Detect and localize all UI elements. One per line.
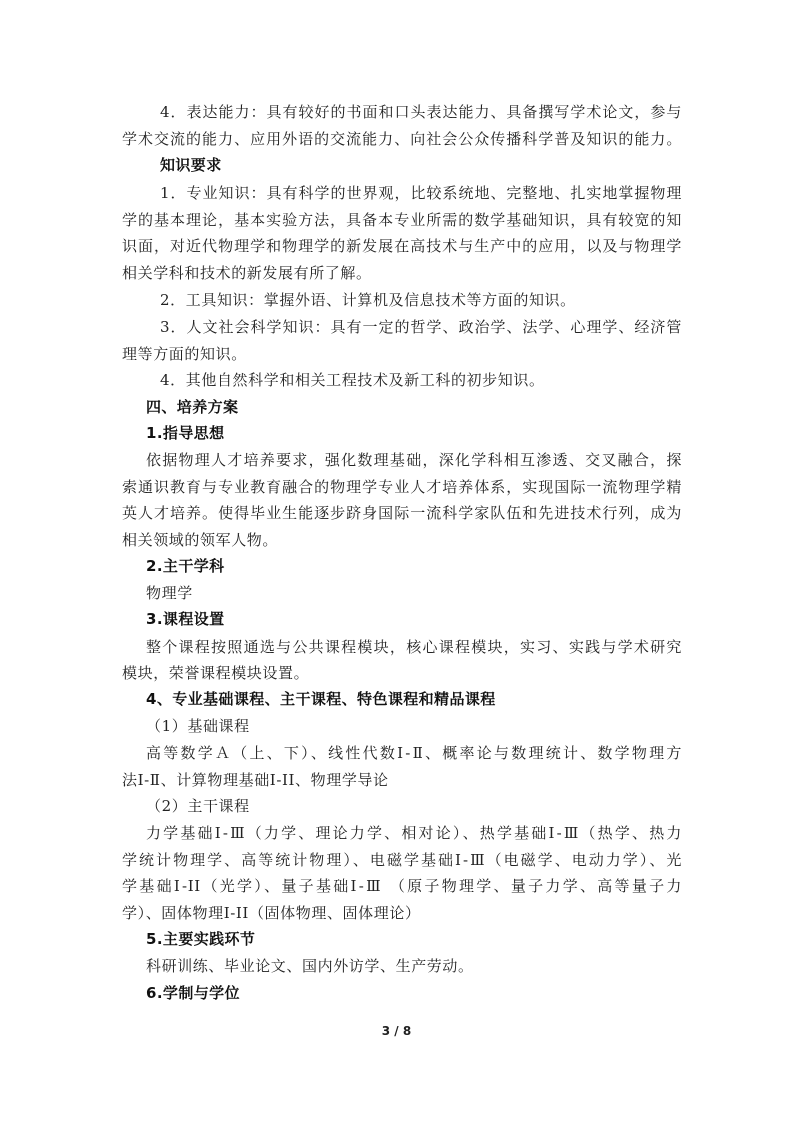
- knowledge-item-1-line-3: 识面，对近代物理学和物理学的新发展在高技术与生产中的应用，以及与物理学: [122, 237, 682, 255]
- guiding-ideology-line-3: 英人才培养。使得毕业生能逐步跻身国际一流科学家队伍和先进技术行列，成为: [122, 504, 682, 522]
- guiding-ideology-line-4: 相关领域的领军人物。: [122, 531, 279, 549]
- guiding-ideology-heading: 1.指导思想: [146, 424, 225, 442]
- main-courses-label: （2）主干课程: [146, 797, 250, 815]
- curriculum-line-1: 整个课程按照通选与公共课程模块，核心课程模块，实习、实践与学术研究: [146, 638, 682, 656]
- main-courses-line-4: 学）、固体物理Ⅰ-II（固体物理、固体理论）: [122, 904, 421, 922]
- knowledge-item-1-line-2: 学的基本理论，基本实验方法，具备本专业所需的数学基础知识，具有较宽的知: [122, 211, 682, 229]
- basic-courses-label: （1）基础课程: [146, 717, 250, 735]
- basic-courses-line-1: 高等数学Ａ（上、下）、线性代数Ⅰ-Ⅱ、概率论与数理统计、数学物理方: [146, 744, 682, 762]
- main-courses-line-3: 学基础Ⅰ-II（光学）、量子基础Ⅰ-Ⅲ （原子物理学、量子力学、高等量子力: [122, 877, 682, 895]
- knowledge-item-3-line-2: 理等方面的知识。: [122, 345, 247, 363]
- knowledge-item-1-line-4: 相关学科和技术的新发展有所了解。: [122, 264, 372, 282]
- curriculum-heading: 3.课程设置: [146, 610, 225, 628]
- main-discipline-text: 物理学: [146, 584, 193, 602]
- knowledge-item-4: 4．其他自然科学和相关工程技术及新工科的初步知识。: [160, 371, 545, 389]
- expression-ability-line-1: 4．表达能力：具有较好的书面和口头表达能力、具备撰写学术论文，参与: [160, 103, 682, 121]
- main-courses-line-2: 学统计物理学、高等统计物理）、电磁学基础Ⅰ-Ⅲ（电磁学、电动力学）、光: [122, 851, 682, 869]
- knowledge-item-3-line-1: 3．人文社会科学知识：具有一定的哲学、政治学、法学、心理学、经济管: [160, 318, 682, 336]
- main-courses-line-1: 力学基础Ⅰ-Ⅲ（力学、理论力学、相对论）、热学基础Ⅰ-Ⅲ（热学、热力: [146, 824, 682, 842]
- degree-heading: 6.学制与学位: [146, 984, 240, 1002]
- expression-ability-line-2: 学术交流的能力、应用外语的交流能力、向社会公众传播科学普及知识的能力。: [122, 130, 682, 148]
- knowledge-requirements-heading: 知识要求: [160, 156, 222, 174]
- practice-heading: 5.主要实践环节: [146, 930, 256, 948]
- guiding-ideology-line-1: 依据物理人才培养要求，强化数理基础，深化学科相互渗透、交叉融合，探: [146, 451, 682, 469]
- courses-heading: 4、专业基础课程、主干课程、特色课程和精品课程: [146, 690, 496, 708]
- practice-text: 科研训练、毕业论文、国内外访学、生产劳动。: [146, 957, 474, 975]
- basic-courses-line-2: 法Ⅰ-Ⅱ、计算物理基础Ⅰ-II、物理学导论: [122, 771, 389, 789]
- guiding-ideology-line-2: 索通识教育与专业教育融合的物理学专业人才培养体系，实现国际一流物理学精: [122, 478, 682, 496]
- section-4-heading: 四、培养方案: [146, 398, 239, 416]
- main-discipline-heading: 2.主干学科: [146, 557, 225, 575]
- knowledge-item-1-line-1: 1．专业知识：具有科学的世界观，比较系统地、完整地、扎实地掌握物理: [160, 184, 682, 202]
- knowledge-item-2: 2．工具知识：掌握外语、计算机及信息技术等方面的知识。: [160, 291, 576, 309]
- page-number: 3 / 8: [381, 1024, 412, 1038]
- curriculum-line-2: 模块，荣誉课程模块设置。: [122, 664, 310, 682]
